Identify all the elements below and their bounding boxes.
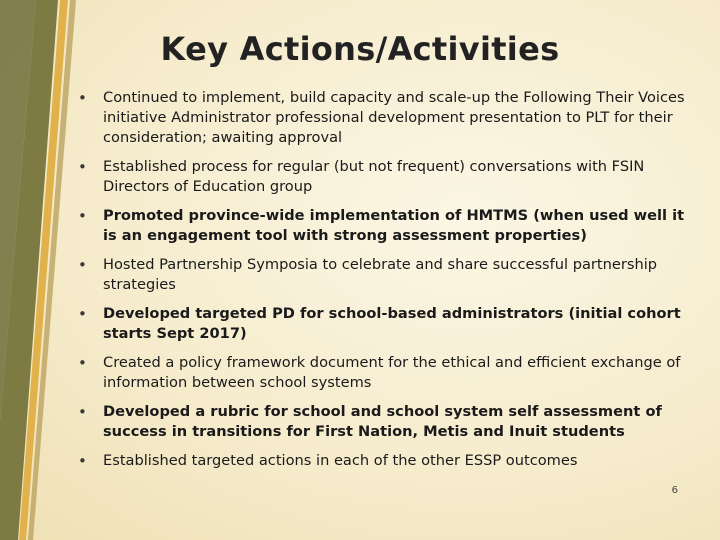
- bullet-text: Created a policy framework document for the ethical and efficient exchange of information between school systems: [103, 354, 681, 391]
- bullet-icon: •: [78, 158, 87, 176]
- bullet-item: [78, 255, 688, 295]
- bullet-text: Developed a rubric for school and school system self assessment of success in transitions for First Nation, Metis and Inuit students: [103, 403, 662, 440]
- bullet-icon: •: [78, 305, 87, 323]
- bullet-icon: •: [78, 452, 87, 470]
- bullet-item: [78, 157, 688, 197]
- bullet-list: [78, 88, 688, 480]
- bullet-text: Established process for regular (but not frequent) conversations with FSIN Directors of Education group: [103, 158, 645, 195]
- bullet-icon: •: [78, 256, 87, 274]
- bullet-icon: •: [78, 403, 87, 421]
- bullet-icon: •: [78, 207, 87, 225]
- bullet-item: [78, 451, 688, 471]
- bullet-text: Developed targeted PD for school-based administrators (initial cohort starts Sept 2017): [103, 305, 681, 342]
- bullet-text: Continued to implement, build capacity and scale-up the Following Their Voices initiative Administrator professional development presentation to PLT for their consideration; awaiting approval: [103, 89, 685, 146]
- bullet-item: [78, 304, 688, 344]
- olive-stripe: [0, 0, 58, 540]
- bullet-item: [78, 206, 688, 246]
- bullet-item: [78, 88, 688, 148]
- bullet-icon: •: [78, 354, 87, 372]
- gold-stripe: [19, 0, 68, 540]
- corner-shade: [0, 0, 36, 420]
- bullet-item: [78, 353, 688, 393]
- bullet-text: Established targeted actions in each of the other ESSP outcomes: [103, 452, 578, 469]
- slide-title: Key Actions/Activities: [160, 30, 560, 68]
- page-number: 6: [671, 485, 678, 496]
- bullet-text: Hosted Partnership Symposia to celebrate and share successful partnership strategies: [103, 256, 658, 293]
- bullet-icon: •: [78, 89, 87, 107]
- bullet-text: Promoted province-wide implementation of HMTMS (when used well it is an engagement tool with strong assessment properties): [103, 207, 685, 244]
- olive-stripe-thin: [28, 0, 76, 540]
- bullet-item: [78, 402, 688, 442]
